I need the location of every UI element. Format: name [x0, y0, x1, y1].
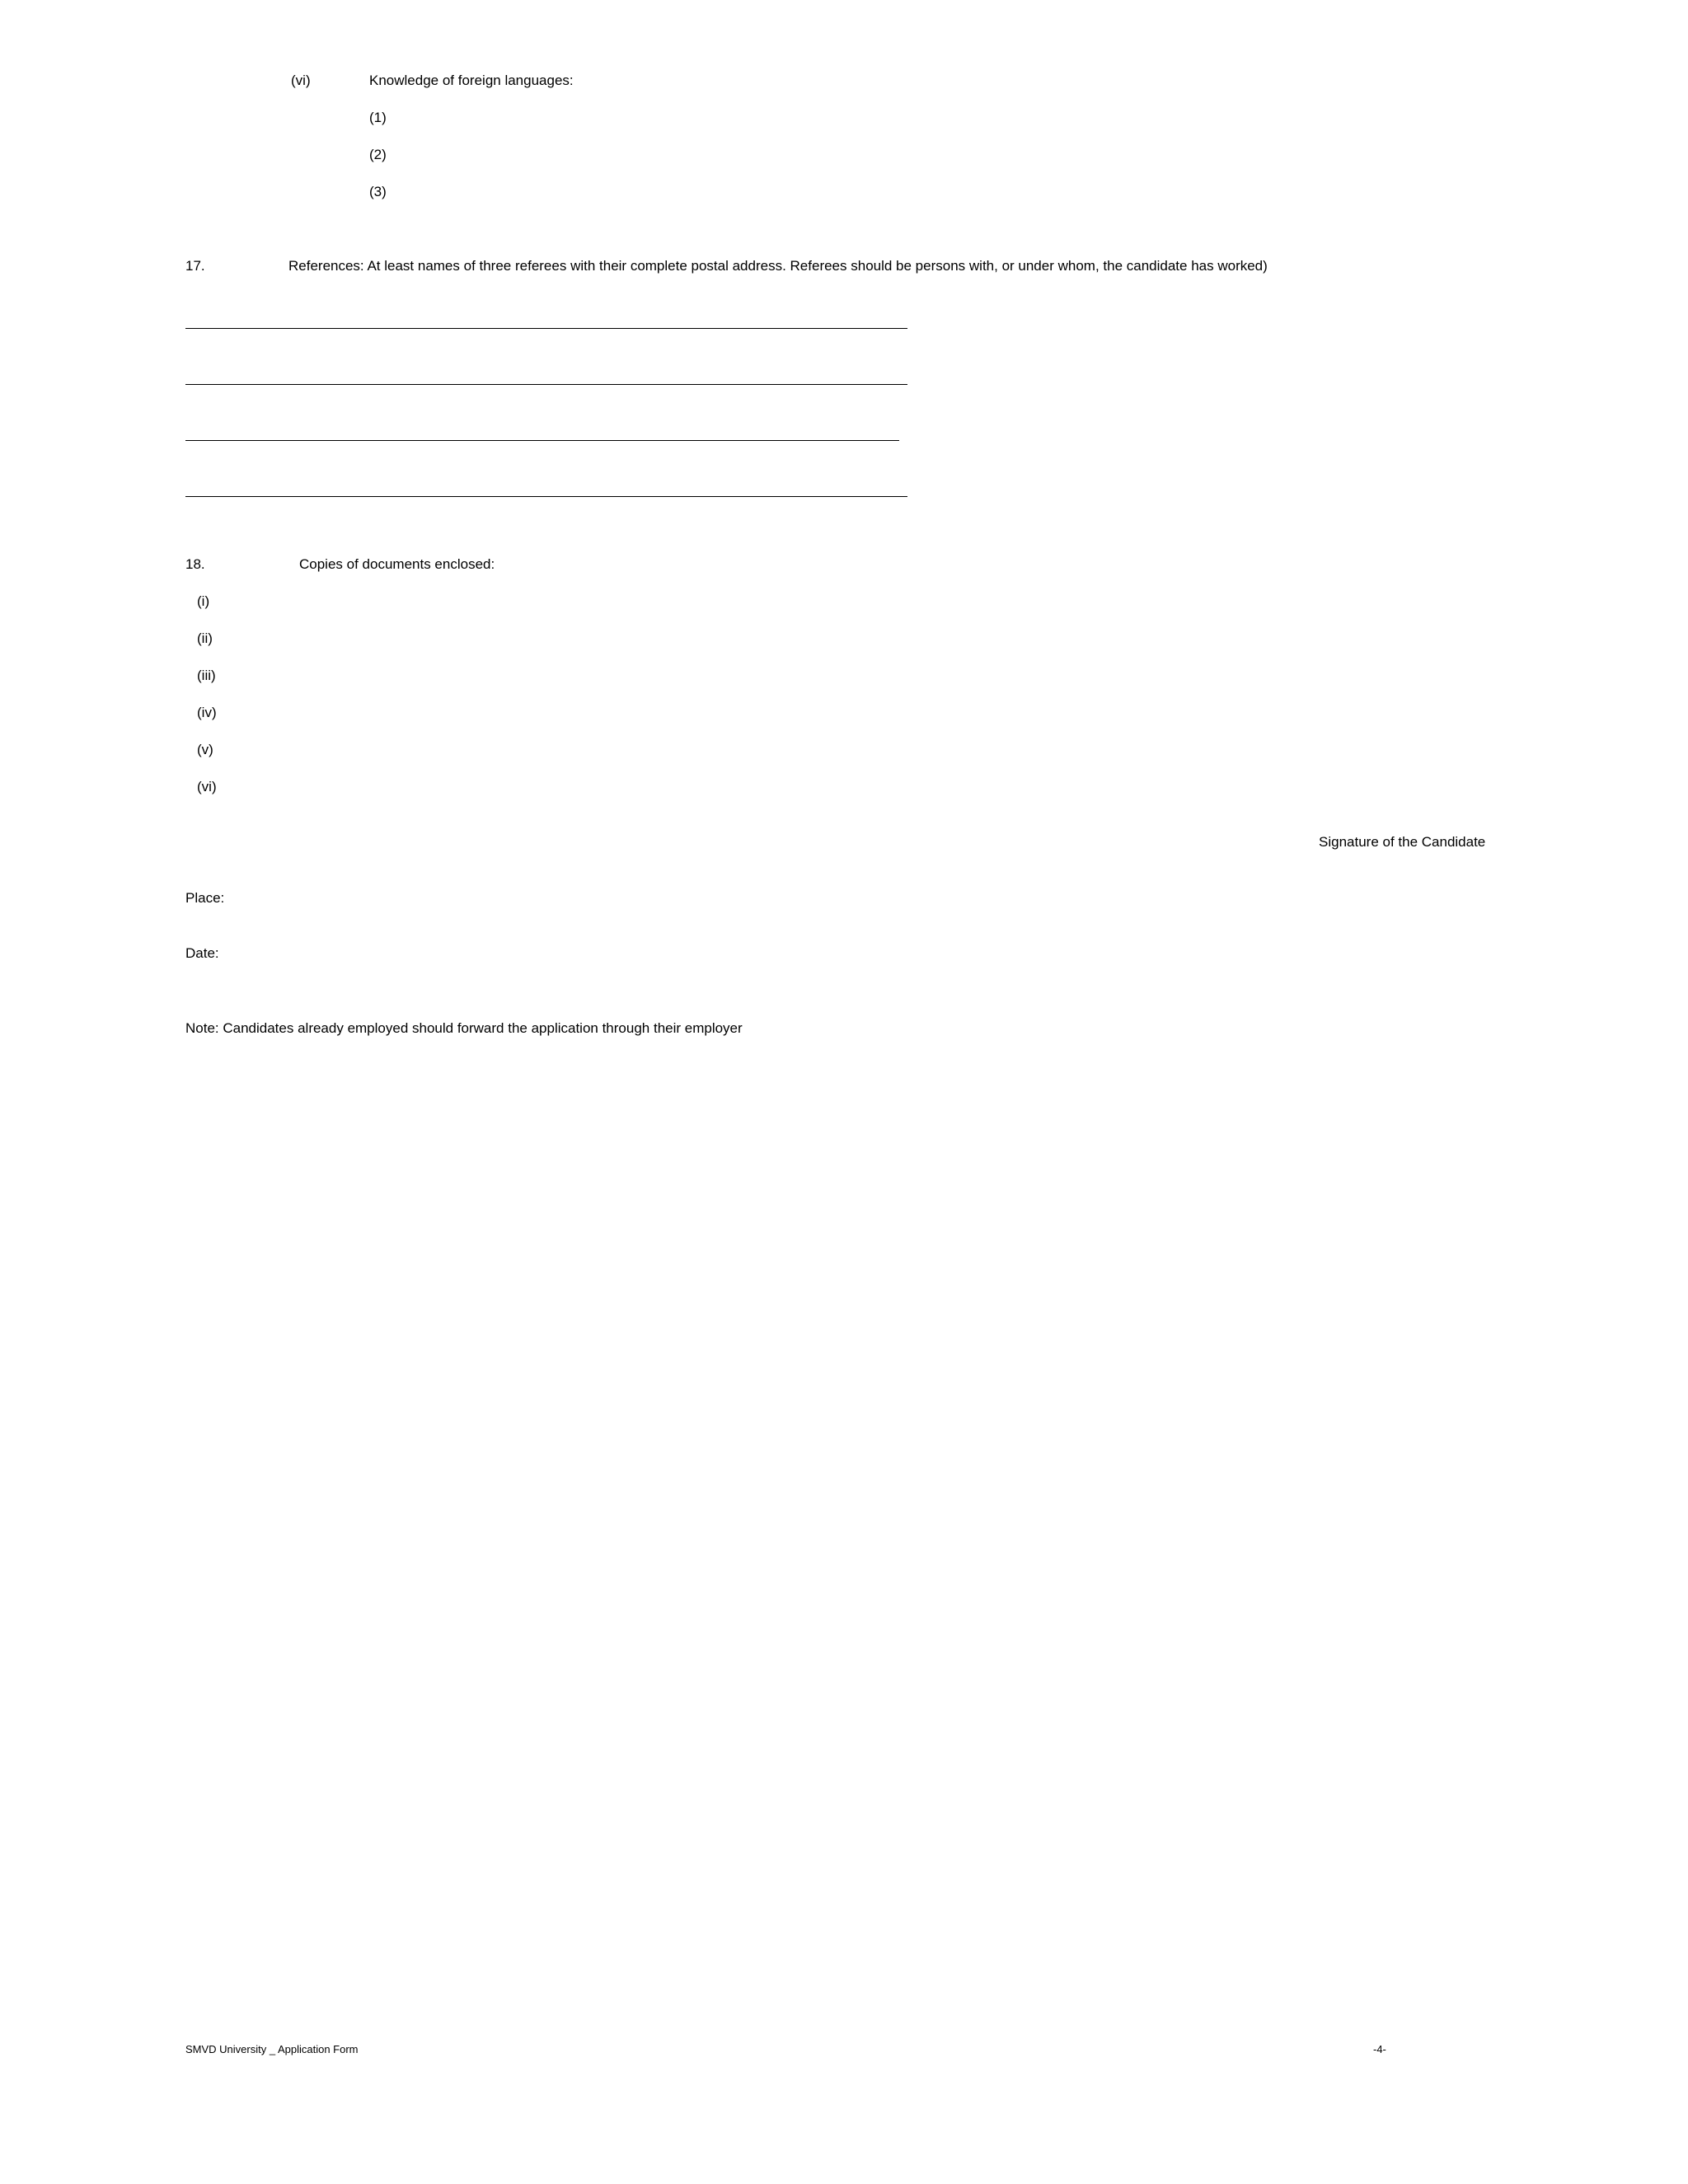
- reference-line-2: [185, 384, 907, 385]
- place-label: Place:: [185, 890, 225, 906]
- references-instruction: References: At least names of three referees with their complete postal address. Referees should be persons with, or under whom, the candidate has worked): [288, 258, 1268, 274]
- reference-line-1: [185, 328, 907, 329]
- document-item-ii: (ii): [197, 630, 213, 646]
- reference-line-4: [185, 496, 907, 497]
- page-number: -4-: [1373, 2043, 1386, 2055]
- document-item-iii: (iii): [197, 668, 216, 683]
- section-17-number: 17.: [185, 258, 205, 274]
- language-entry-3: (3): [369, 184, 387, 199]
- foreign-languages-label: Knowledge of foreign languages:: [369, 73, 574, 88]
- employment-note: Note: Candidates already employed should forward the application through their employer: [185, 1020, 743, 1036]
- language-entry-2: (2): [369, 147, 387, 162]
- document-item-vi: (vi): [197, 779, 217, 794]
- language-entry-1: (1): [369, 110, 387, 125]
- item-vi-marker: (vi): [291, 73, 311, 88]
- signature-label: Signature of the Candidate: [1319, 834, 1486, 850]
- document-item-i: (i): [197, 593, 210, 609]
- reference-line-3: [185, 440, 899, 441]
- section-18-number: 18.: [185, 556, 205, 572]
- document-item-v: (v): [197, 742, 213, 757]
- footer-title: SMVD University _ Application Form: [185, 2043, 359, 2055]
- date-label: Date:: [185, 945, 219, 961]
- document-item-iv: (iv): [197, 705, 217, 720]
- documents-enclosed-label: Copies of documents enclosed:: [299, 556, 495, 572]
